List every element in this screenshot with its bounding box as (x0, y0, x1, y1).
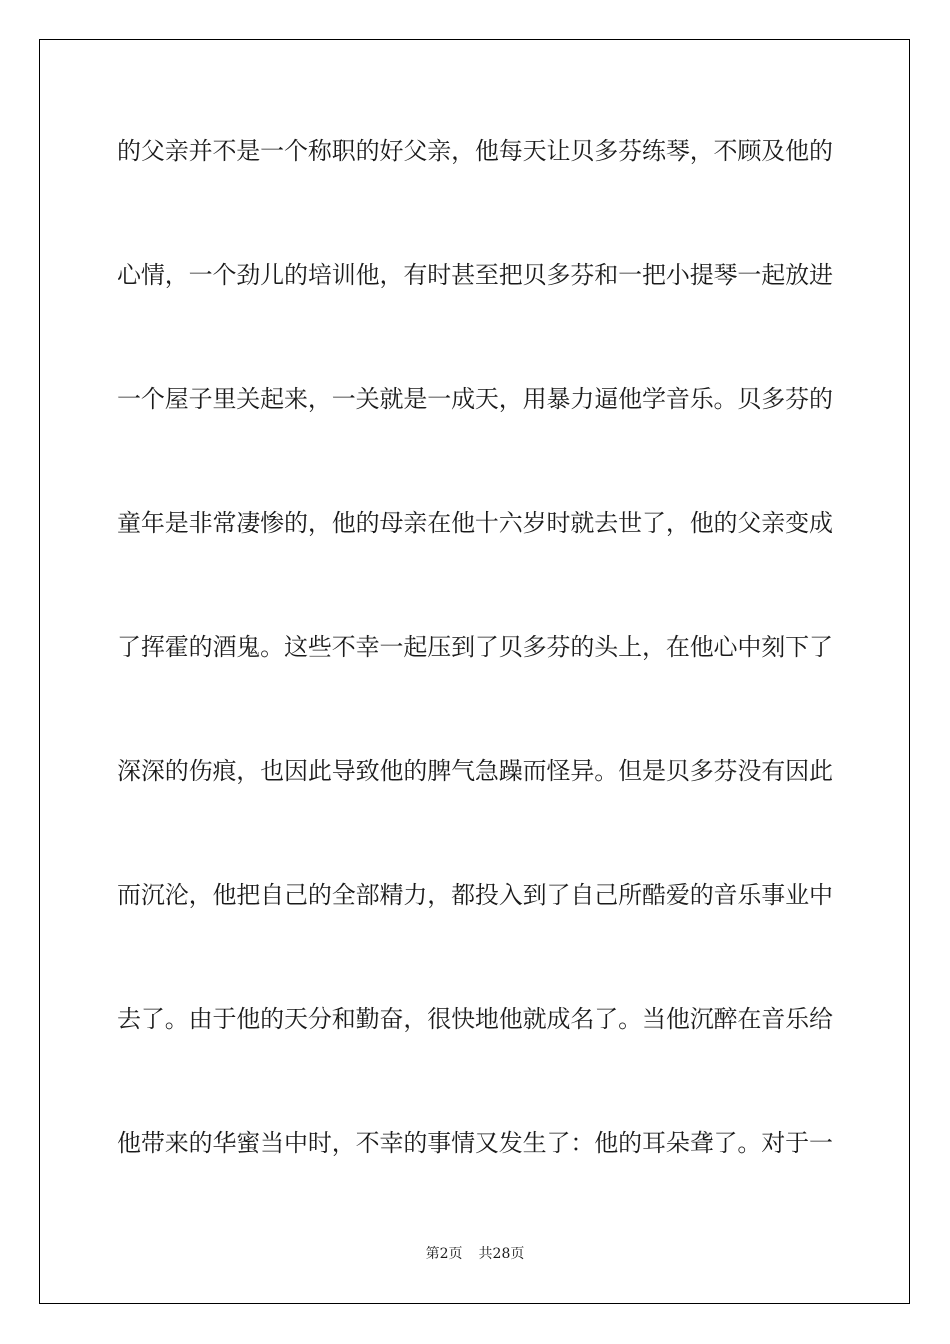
page-total: 共28页 (478, 1246, 525, 1262)
text-line: 他带来的华蜜当中时，不幸的事情又发生了：他的耳朵聋了。对于一 (117, 1129, 833, 1157)
text-line: 童年是非常凄惨的，他的母亲在他十六岁时就去世了，他的父亲变成 (117, 509, 833, 537)
page-border (39, 39, 910, 1304)
text-line: 而沉沦，他把自己的全部精力，都投入到了自己所酷爱的音乐事业中 (117, 881, 833, 909)
page-footer (0, 1244, 950, 1264)
text-line: 一个屋子里关起来，一关就是一成天，用暴力逼他学音乐。贝多芬的 (117, 385, 833, 413)
text-line: 的父亲并不是一个称职的好父亲，他每天让贝多芬练琴，不顾及他的 (117, 137, 833, 165)
text-line: 心情，一个劲儿的培训他，有时甚至把贝多芬和一把小提琴一起放进 (117, 261, 833, 289)
text-line: 去了。由于他的天分和勤奋，很快地他就成名了。当他沉醉在音乐给 (117, 1005, 833, 1033)
text-line: 深深的伤痕，也因此导致他的脾气急躁而怪异。但是贝多芬没有因此 (117, 757, 833, 785)
page-number: 第2页 (425, 1246, 463, 1262)
text-line: 了挥霍的酒鬼。这些不幸一起压到了贝多芬的头上，在他心中刻下了 (117, 633, 833, 661)
